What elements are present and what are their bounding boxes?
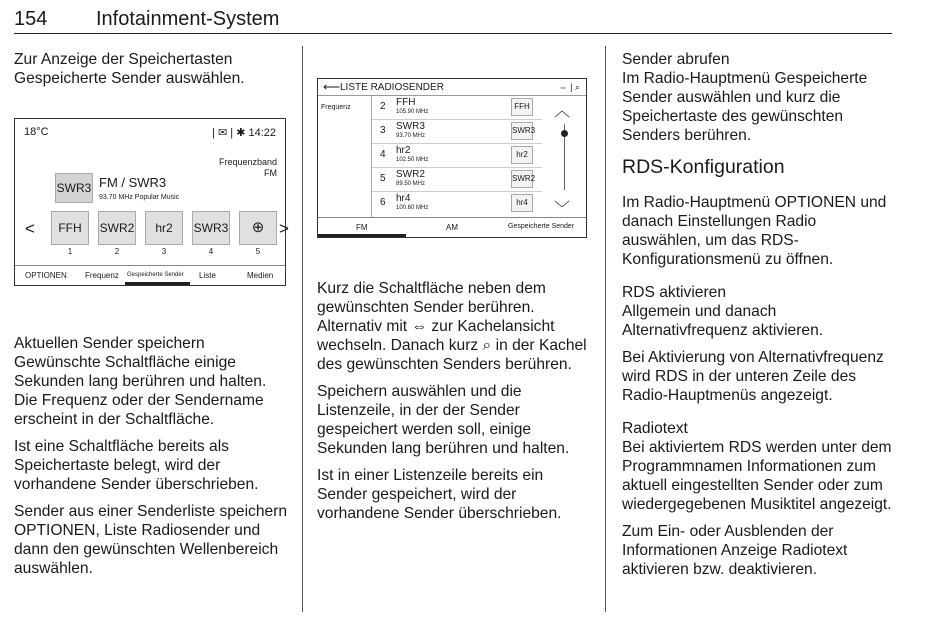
scroll-thumb[interactable] bbox=[561, 130, 568, 137]
term-anzeige-radiotext: Anzeige Radiotext bbox=[720, 542, 848, 559]
row-number: 2 bbox=[380, 101, 386, 112]
row-station-name: FFH bbox=[396, 97, 416, 108]
row-frequency: 93.70 MHz bbox=[396, 133, 426, 139]
paragraph-rds-display bbox=[622, 348, 894, 405]
tab-optionen[interactable]: OPTIONEN bbox=[25, 271, 67, 280]
intro-term: Gespeicherte Sender bbox=[14, 70, 162, 87]
row-station-name: SWR2 bbox=[396, 169, 425, 180]
term-liste-radiosender: Liste Radiosender bbox=[104, 522, 230, 539]
preset-row bbox=[21, 211, 289, 256]
paragraph-radiotext-toggle bbox=[622, 522, 894, 579]
station-row[interactable] bbox=[372, 120, 542, 144]
paragraph-text: Bei Aktivierung von bbox=[622, 349, 759, 366]
heading-rds-konfiguration: RDS-Konfiguration bbox=[622, 156, 785, 178]
tab-gespeicherte-sender[interactable]: Gespeicherte Sender bbox=[127, 272, 184, 278]
row-station-name: SWR3 bbox=[396, 121, 425, 132]
chevron-right-icon[interactable]: > bbox=[279, 219, 289, 238]
row-number: 4 bbox=[380, 149, 386, 160]
station-row[interactable] bbox=[372, 168, 542, 192]
column-3 bbox=[622, 50, 894, 587]
station-info: 93.70 MHz Popular Music bbox=[99, 194, 180, 201]
page-number: 154 bbox=[14, 8, 48, 30]
row-number: 3 bbox=[380, 125, 386, 136]
separator-text: , bbox=[95, 522, 105, 539]
row-logo-button[interactable]: hr4 bbox=[511, 194, 533, 212]
paragraph-text: aktivieren. bbox=[747, 322, 824, 339]
band-label: Frequenzband bbox=[218, 157, 277, 167]
preset-number: 5 bbox=[255, 247, 261, 256]
paragraph-overwrite: Ist eine Schaltfläche bereits als Speichertaste belegt, wird der vorhandene Sender überschrieben. bbox=[14, 438, 259, 493]
heading-radiotext: Radiotext bbox=[622, 420, 688, 437]
preset-button-1[interactable]: FFH bbox=[51, 211, 89, 245]
paragraph-text: und dann den gewünschten Wellenbereich auswählen. bbox=[14, 522, 279, 577]
paragraph-radiotext: Bei aktiviertem RDS werden unter dem Programmnamen Informationen zum aktuell eingestellten Sender oder zum wiedergegebenen Musiktitel angezeigt. bbox=[622, 439, 892, 513]
column-1 bbox=[14, 50, 290, 96]
tab-liste[interactable]: Liste bbox=[199, 271, 216, 280]
paragraph-rds-config bbox=[622, 193, 894, 269]
paragraph-from-list bbox=[14, 521, 290, 578]
preset-button-2[interactable]: SWR2 bbox=[98, 211, 136, 245]
sort-panel bbox=[318, 96, 372, 218]
band-value: FM bbox=[264, 168, 277, 178]
term-allgemein: Allgemein bbox=[622, 303, 691, 320]
list-title: LISTE RADIOSENDER bbox=[340, 82, 444, 93]
paragraph-text: in der unteren Zeile des Radio-Hauptmenüs angezeigt. bbox=[622, 368, 857, 404]
row-frequency: 105.90 MHz bbox=[396, 109, 429, 115]
term-einstellungen-radio: Einstellungen Radio bbox=[677, 213, 817, 230]
row-station-name: hr4 bbox=[396, 193, 411, 204]
paragraph-text: Im Radio-Hauptmenü bbox=[622, 194, 775, 211]
add-preset-icon[interactable]: ⊕ bbox=[239, 211, 277, 245]
station-row[interactable] bbox=[372, 96, 542, 120]
section-title: Infotainment-System bbox=[96, 8, 280, 30]
term-rds: RDS bbox=[654, 368, 688, 385]
tab-fm[interactable]: FM bbox=[356, 223, 368, 232]
paragraph-text: Zum Ein- oder Ausblenden der Informationen bbox=[622, 523, 834, 559]
term-optionen: OPTIONEN bbox=[14, 522, 96, 539]
row-logo-button[interactable]: FFH bbox=[511, 98, 533, 116]
heading-save-current: Aktuellen Sender speichern bbox=[14, 335, 205, 352]
paragraph-text: und danach bbox=[622, 194, 887, 230]
preset-number: 4 bbox=[208, 247, 214, 256]
column-1-lower bbox=[14, 334, 290, 586]
paragraph-text: auswählen, um das RDS-Konfigurationsmenü zu öffnen. bbox=[622, 232, 834, 268]
intro-text: Zur Anzeige der Speichertasten bbox=[14, 51, 233, 68]
intro-text-rest: auswählen. bbox=[161, 70, 245, 87]
active-tab-indicator bbox=[318, 234, 406, 237]
paragraph-overwrite-list: Ist in einer Listenzeile bereits ein Sender gespeichert, wird der vorhandene Sender überschrieben. bbox=[317, 467, 562, 522]
row-number: 5 bbox=[380, 173, 386, 184]
preset-number: 2 bbox=[114, 247, 120, 256]
column-2 bbox=[317, 279, 592, 531]
station-row[interactable] bbox=[372, 144, 542, 168]
list-title-bar bbox=[318, 79, 586, 96]
active-tab-indicator bbox=[125, 282, 190, 285]
paragraph-text: auswählen und die Listenzeile, in der der Sender gespeichert werden soll, einige Sekunden lang berühren und halten. bbox=[317, 383, 570, 457]
status-right: | ✉ | ✱ 14:22 bbox=[212, 127, 276, 139]
back-arrow-icon[interactable]: ⟵ bbox=[323, 80, 341, 94]
preset-button-4[interactable]: SWR3 bbox=[192, 211, 230, 245]
term-optionen: OPTIONEN bbox=[774, 194, 856, 211]
bottom-tab-bar bbox=[15, 265, 285, 285]
paragraph-recall bbox=[622, 69, 894, 145]
paragraph-text: auswählen und kurz die Speichertaste des gewünschten Senders berühren. bbox=[622, 89, 844, 144]
view-toggle-icons[interactable]: ⇔ | ⌕ bbox=[558, 82, 580, 92]
page-header bbox=[14, 8, 892, 34]
column-divider bbox=[605, 46, 606, 612]
heading-from-list: Sender aus einer Senderliste speichern bbox=[14, 503, 288, 520]
preset-number: 3 bbox=[161, 247, 167, 256]
row-frequency: 89.50 MHz bbox=[396, 181, 426, 187]
row-station-name: hr2 bbox=[396, 145, 411, 156]
tab-gespeicherte-sender[interactable]: Gespeicherte Sender bbox=[508, 223, 575, 230]
chevron-left-icon[interactable]: < bbox=[25, 219, 35, 238]
row-frequency: 102.50 MHz bbox=[396, 157, 429, 163]
paragraph-select-station: Kurz die Schaltfläche neben dem gewünschten Sender berühren. Alternativ mit ⇔ zur Kachelansicht wechseln. Danach kurz ⌕ in der Kachel des gewünschten Senders berühren. bbox=[317, 280, 587, 373]
row-number: 6 bbox=[380, 197, 386, 208]
row-logo-button[interactable]: SWR3 bbox=[511, 122, 533, 140]
temperature-readout: 18°C bbox=[24, 126, 49, 138]
paragraph-text: Im Radio-Hauptmenü bbox=[622, 70, 775, 87]
preset-button-3[interactable]: hr2 bbox=[145, 211, 183, 245]
current-station bbox=[55, 173, 255, 209]
paragraph-text: wird bbox=[622, 368, 655, 385]
tab-medien[interactable]: Medien bbox=[247, 271, 274, 280]
term-alternativfrequenz: Alternativfrequenz bbox=[622, 322, 748, 339]
paragraph-speichern bbox=[317, 382, 592, 458]
row-logo-button[interactable]: hr2 bbox=[511, 146, 533, 164]
term-gespeicherte-sender: Gespeicherte Sender bbox=[622, 70, 868, 106]
intro-paragraph bbox=[14, 50, 290, 88]
station-name: FM / SWR3 bbox=[99, 175, 167, 190]
paragraph-text: und danach bbox=[690, 303, 777, 320]
list-tab-bar bbox=[318, 217, 586, 237]
station-row[interactable] bbox=[372, 192, 542, 216]
station-logo: SWR3 bbox=[55, 173, 93, 203]
chevron-up-icon[interactable]: ︿ bbox=[554, 103, 571, 120]
preset-number: 1 bbox=[67, 247, 73, 256]
paragraph-rds-on bbox=[622, 302, 894, 340]
row-logo-button[interactable]: SWR2 bbox=[511, 170, 533, 188]
column-divider bbox=[302, 46, 303, 612]
paragraph-save-current: Gewünschte Schaltfläche einige Sekunden lang berühren und halten. Die Frequenz oder der Sendername erscheint in der Schaltfläche. bbox=[14, 354, 267, 428]
tab-am[interactable]: AM bbox=[446, 223, 458, 232]
tab-frequenz[interactable]: Frequenz bbox=[85, 271, 119, 280]
term-speichern: Speichern bbox=[317, 383, 388, 400]
list-scrollbar[interactable] bbox=[542, 96, 588, 218]
term-alternativfrequenz: Alternativfrequenz bbox=[758, 349, 884, 366]
chevron-down-icon[interactable]: ﹀ bbox=[554, 201, 571, 218]
heading-rds-aktivieren: RDS aktivieren bbox=[622, 284, 726, 301]
status-bar bbox=[15, 119, 285, 143]
paragraph-text: aktivieren bzw. deaktivieren. bbox=[622, 561, 818, 578]
row-frequency: 100.60 MHz bbox=[396, 205, 429, 211]
sort-frequency[interactable]: Frequenz bbox=[321, 104, 351, 111]
heading-recall: Sender abrufen bbox=[622, 51, 730, 68]
radio-main-screen bbox=[14, 118, 289, 286]
station-list-screen bbox=[317, 78, 587, 238]
